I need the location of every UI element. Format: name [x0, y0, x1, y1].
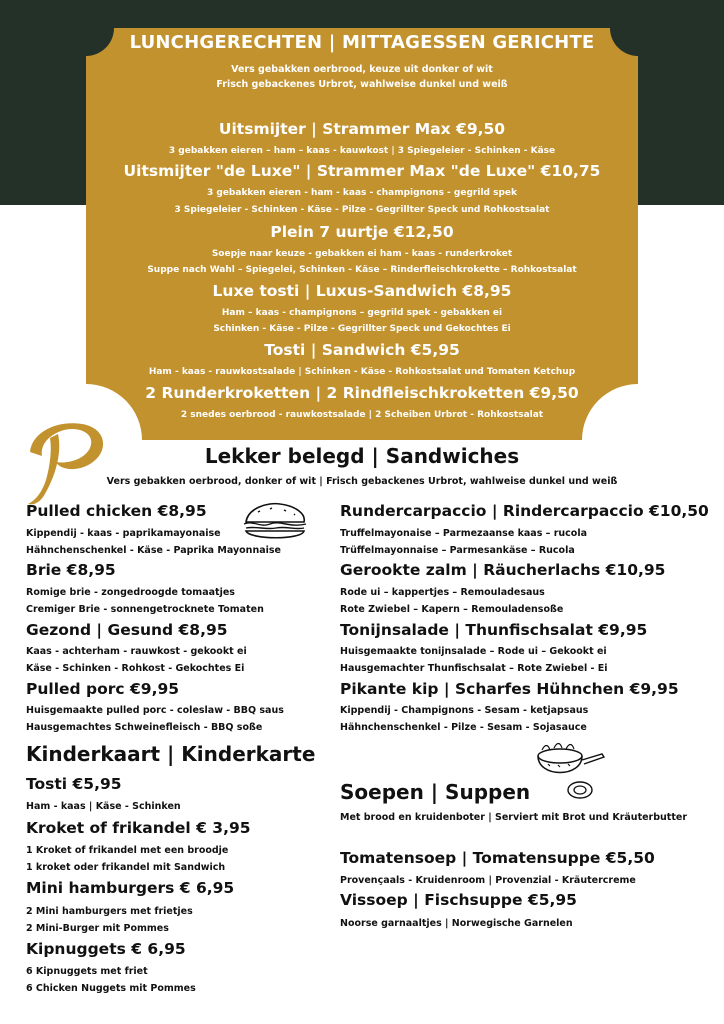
- item-desc: Käse - Schinken - Rohkost - Gekochtes Ei: [26, 663, 245, 674]
- kids-title: Kinderkaart | Kinderkarte: [26, 742, 316, 766]
- item-desc: Huisgemaakte tonijnsalade – Rode ui – Gekookt ei: [340, 646, 607, 657]
- lunch-item-luxe-tosti: Luxe tosti | Luxus-Sandwich €8,95: [212, 282, 512, 300]
- lunch-item-uitsmijter: Uitsmijter | Strammer Max €9,50: [218, 120, 506, 138]
- item-desc: Romige brie - zongedroogde tomaatjes: [26, 587, 235, 598]
- item-desc: Kippendij - kaas - paprikamayonaise: [26, 528, 221, 539]
- item-desc: Kaas - achterham - rauwkost - gekookt ei: [26, 646, 247, 657]
- item-desc: Trüffelmayonnaise – Parmesankäse – Rucola: [340, 545, 575, 556]
- sandwich-pulled-porc: Pulled porc €9,95: [26, 680, 180, 698]
- lunch-subtitle-de: Frisch gebackenes Urbrot, wahlweise dunkel und weiß: [216, 79, 508, 90]
- item-desc: Hausgemachter Thunfischsalat – Rote Zwiebel - Ei: [340, 663, 608, 674]
- item-desc: 1 kroket oder frikandel mit Sandwich: [26, 862, 226, 873]
- kids-kipnuggets: Kipnuggets € 6,95: [26, 940, 186, 958]
- soup-tomatensoep: Tomatensoep | Tomatensuppe €5,50: [340, 849, 655, 867]
- item-desc: Hähnchenschenkel - Käse - Paprika Mayonnaise: [26, 545, 281, 556]
- item-desc: Ham - kaas | Käse - Schinken: [26, 801, 181, 812]
- sandwich-icon: [240, 500, 310, 544]
- lunch-subtitle-nl: Vers gebakken oerbrood, keuze uit donker of wit: [231, 64, 493, 75]
- lunch-title: LUNCHGERECHTEN | MITTAGESSEN GERICHTE: [129, 32, 595, 53]
- lunch-item-desc: Ham - kaas - rauwkostsalade | Schinken - Käse - Rohkostsalat und Tomaten Ketchup: [148, 367, 576, 377]
- lunch-item-desc: Soepje naar keuze - gebakken ei ham - kaas - runderkroket: [211, 249, 513, 259]
- soup-vissoep: Vissoep | Fischsuppe €5,95: [340, 891, 577, 909]
- lunch-item-desc: Suppe nach Wahl – Spiegelei, Schinken - Käse – Rinderfleischkrokette – Rohkostsalat: [147, 265, 577, 275]
- soup-pot-icon: [530, 738, 610, 806]
- sandwiches-title: Lekker belegd | Sandwiches: [204, 444, 520, 468]
- lunch-item-desc: 3 gebakken eieren – ham – kaas - kauwkost | 3 Spiegeleier - Schinken - Käse: [168, 146, 556, 156]
- lunch-item-desc: Ham – kaas - champignons – gegrild spek - gebakken ei: [221, 308, 503, 318]
- kids-tosti: Tosti €5,95: [26, 775, 122, 793]
- sandwich-gerookte-zalm: Gerookte zalm | Räucherlachs €10,95: [340, 561, 666, 579]
- sandwich-tonijnsalade: Tonijnsalade | Thunfischsalat €9,95: [340, 621, 648, 639]
- lunch-item-uitsmijter-deluxe: Uitsmijter "de Luxe" | Strammer Max "de Luxe" €10,75: [123, 162, 601, 180]
- item-desc: Kippendij - Champignons - Sesam - ketjapsaus: [340, 705, 589, 716]
- lunch-item-desc: 3 Spiegeleier - Schinken - Käse - Pilze - Gegrillter Speck und Rohkostsalat: [174, 205, 550, 215]
- item-desc: 1 Kroket of frikandel met een broodje: [26, 845, 229, 856]
- item-desc: Truffelmayonaise – Parmezaanse kaas – rucola: [340, 528, 588, 539]
- soups-title: Soepen | Suppen: [340, 780, 531, 804]
- soups-subtitle: Met brood en kruidenboter | Serviert mit Brot und Kräuterbutter: [340, 812, 688, 823]
- item-desc: 6 Chicken Nuggets mit Pommes: [26, 983, 196, 994]
- item-desc: Provençaals - Kruidenroom | Provenzial - Kräutercreme: [340, 875, 636, 886]
- lunch-item-plein: Plein 7 uurtje €12,50: [270, 223, 454, 241]
- lunch-item-tosti: Tosti | Sandwich €5,95: [264, 341, 460, 359]
- sandwich-brie: Brie €8,95: [26, 561, 116, 579]
- kids-mini-hamburgers: Mini hamburgers € 6,95: [26, 879, 235, 897]
- item-desc: Rote Zwiebel – Kapern – Remouladensoße: [340, 604, 564, 615]
- item-desc: Rode ui – kappertjes – Remouladesaus: [340, 587, 545, 598]
- item-desc: 2 Mini-Burger mit Pommes: [26, 923, 169, 934]
- item-desc: 2 Mini hamburgers met frietjes: [26, 906, 193, 917]
- lunch-item-kroketten: 2 Runderkroketten | 2 Rindfleischkroketten €9,50: [145, 384, 579, 402]
- lunch-item-desc: Schinken - Käse - Pilze - Gegrillter Speck und Gekochtes Ei: [213, 324, 511, 334]
- item-desc: Hähnchenschenkel - Pilze - Sesam - Sojasauce: [340, 722, 587, 733]
- lunch-item-desc: 2 snedes oerbrood - rauwkostsalade | 2 Scheiben Urbrot - Rohkostsalat: [180, 410, 544, 420]
- item-desc: Huisgemaakte pulled porc - coleslaw - BBQ saus: [26, 705, 284, 716]
- item-desc: Cremiger Brie - sonnengetrocknete Tomaten: [26, 604, 264, 615]
- sandwich-gezond: Gezond | Gesund €8,95: [26, 621, 228, 639]
- sandwich-pikante-kip: Pikante kip | Scharfes Hühnchen €9,95: [340, 680, 679, 698]
- sandwiches-subtitle: Vers gebakken oerbrood, donker of wit | Frisch gebackenes Urbrot, wahlweise dunkel und weiß: [106, 476, 618, 487]
- kids-kroket: Kroket of frikandel € 3,95: [26, 819, 251, 837]
- item-desc: Hausgemachtes Schweinefleisch - BBQ soße: [26, 722, 263, 733]
- item-desc: 6 Kipnuggets met friet: [26, 966, 148, 977]
- item-desc: Noorse garnaaltjes | Norwegische Garnelen: [340, 918, 573, 929]
- lunch-plaque: [86, 28, 638, 440]
- lunch-item-desc: 3 gebakken eieren - ham - kaas - champignons - gegrild spek: [206, 188, 517, 198]
- sandwich-rundercarpaccio: Rundercarpaccio | Rindercarpaccio €10,50: [340, 502, 709, 520]
- sandwich-pulled-chicken: Pulled chicken €8,95: [26, 502, 207, 520]
